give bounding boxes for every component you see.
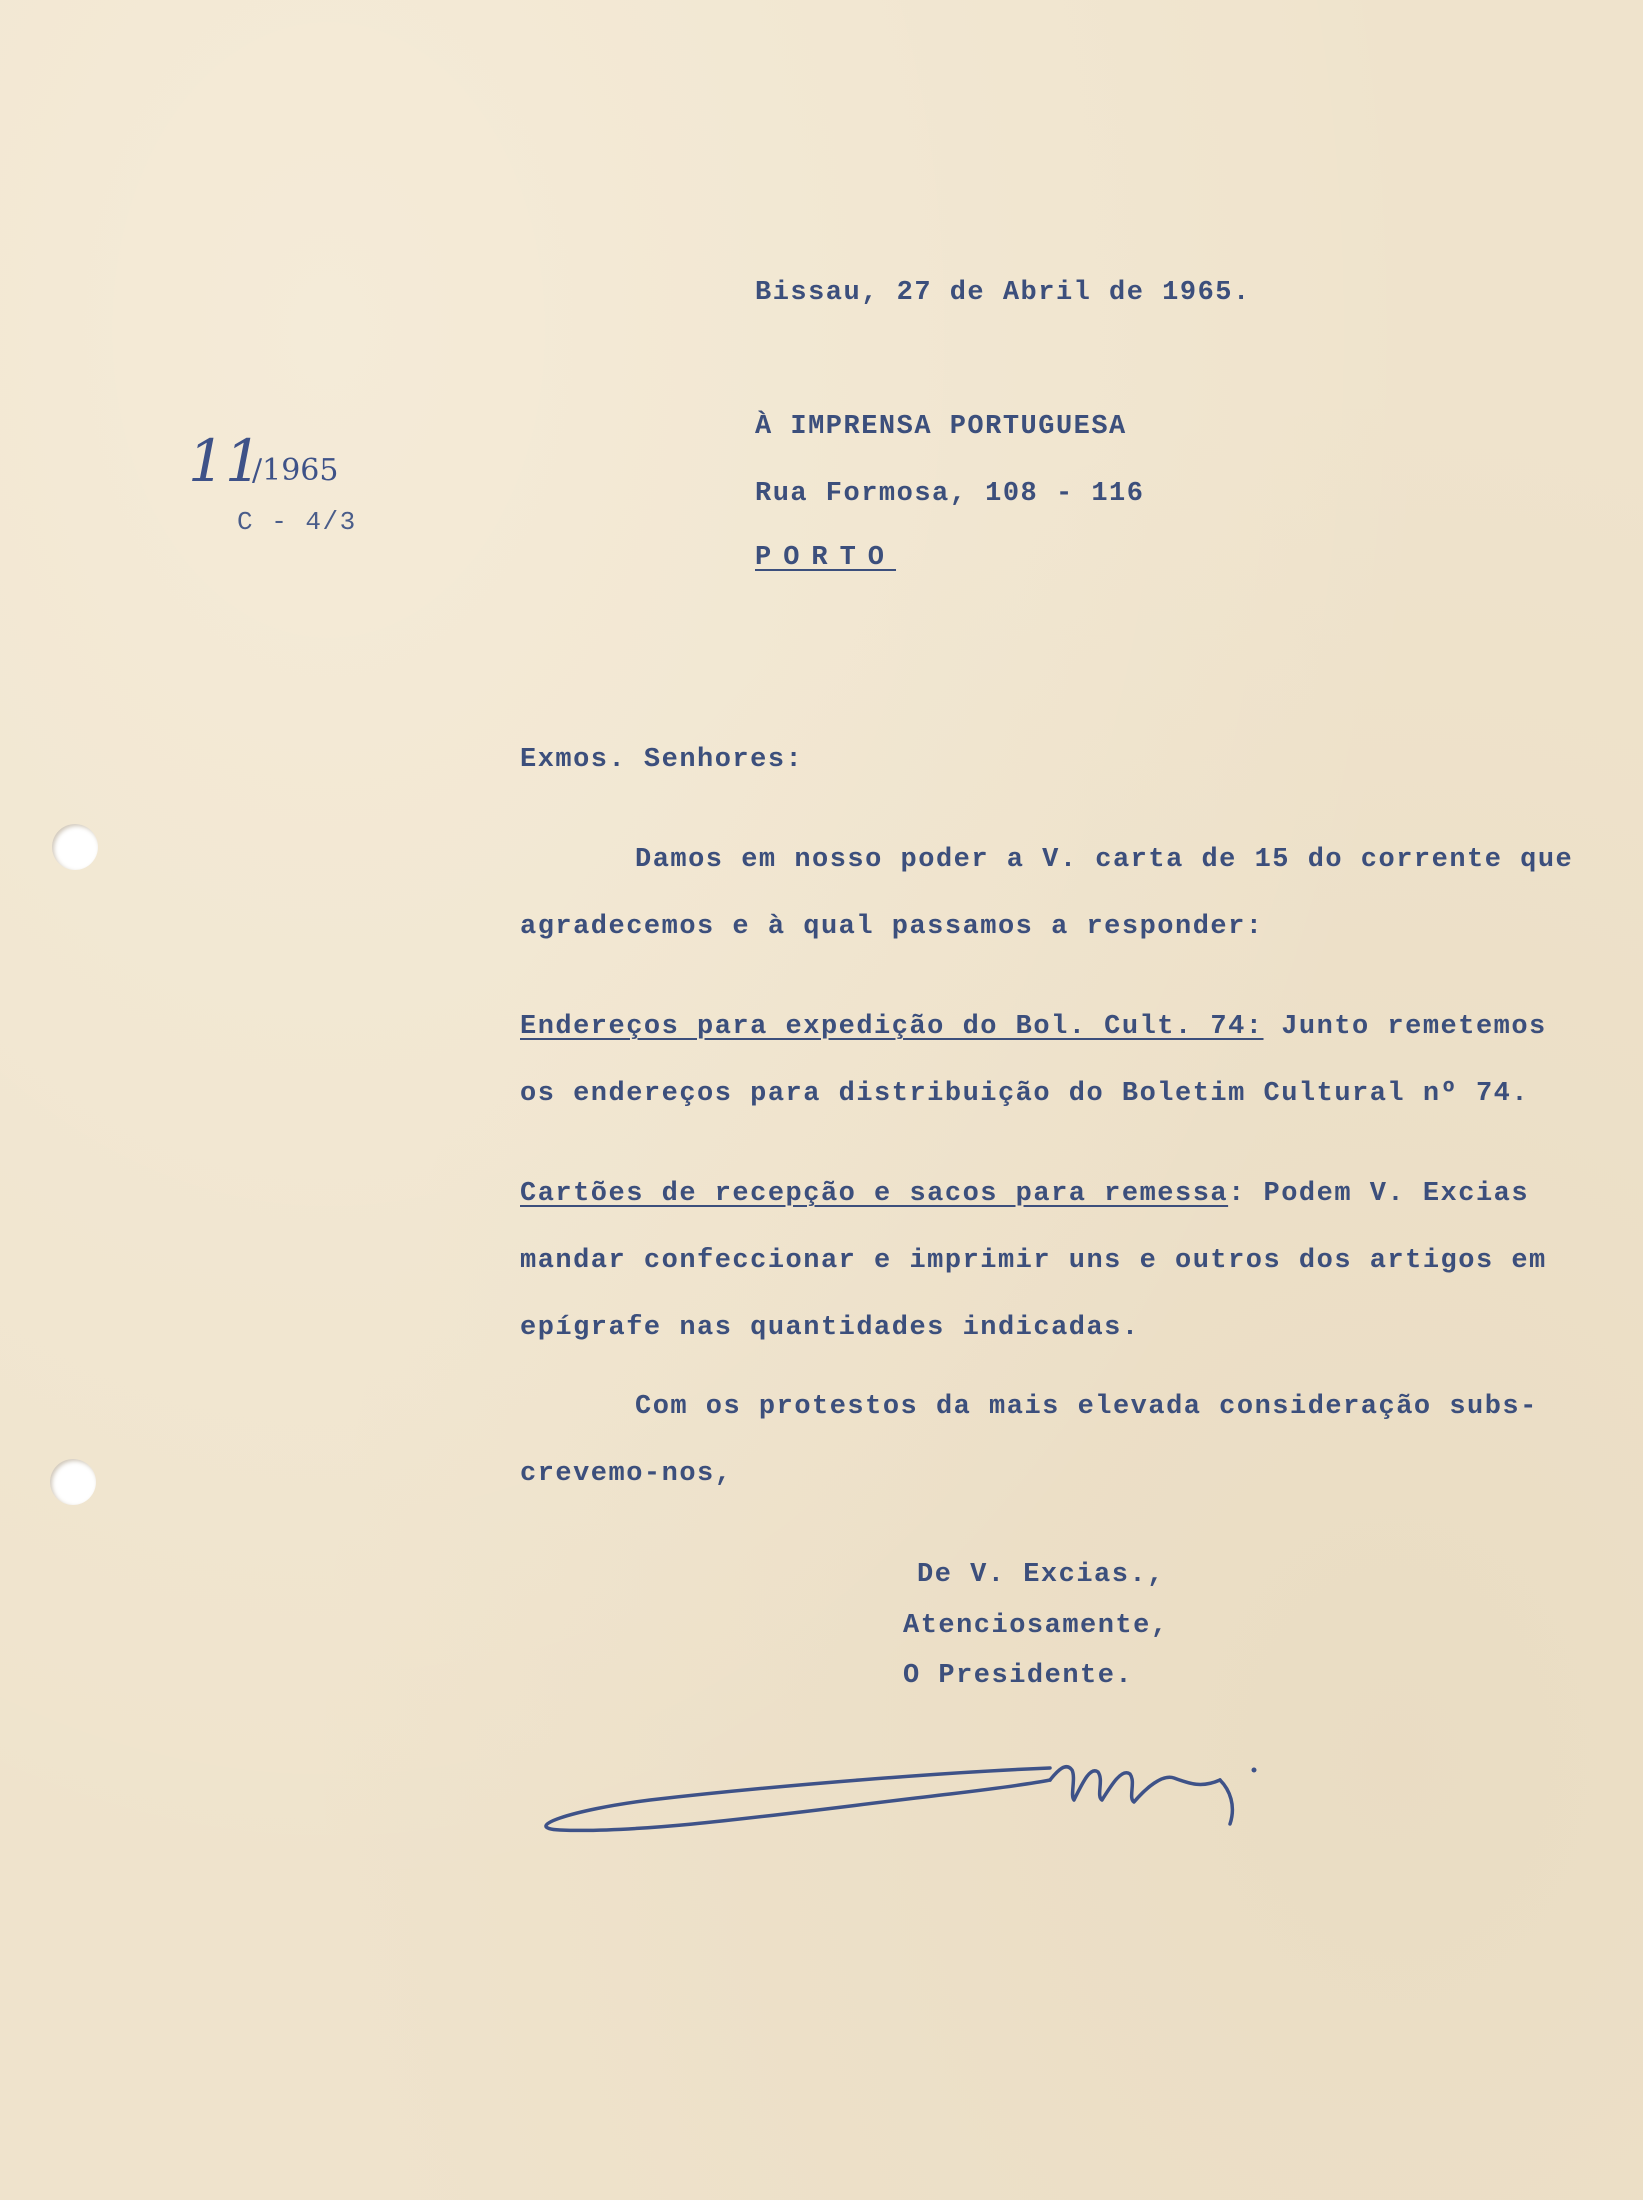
paragraph-2-heading: Endereços para expedição do Bol. Cult. 74: [520,1012,1264,1042]
reference-year: /1965 [252,453,339,488]
paragraph-2-line-2: os endereços para distribuição do Boletim Cultural nº 74. [520,1079,1530,1109]
paragraph-3-line-3: epígrafe nas quantidades indicadas. [520,1313,1140,1343]
recipient-street: Rua Formosa, 108 - 116 [755,479,1145,509]
paragraph-2-text: Junto remetemos [1263,1012,1547,1042]
paragraph-1-line-2: agradecemos e à qual passamos a responder: [520,912,1264,942]
paragraph-3-line-2: mandar confeccionar e imprimir uns e outros dos artigos em [520,1246,1547,1276]
paragraph-1-line-1: Damos em nosso poder a V. carta de 15 do corrente que [635,845,1574,875]
reference-code: C - 4/3 [237,507,357,537]
closing-line-1: De V. Excias., [917,1560,1165,1590]
reference-number: 11 [188,427,262,495]
closing-line-3: O Presidente. [903,1661,1134,1691]
paragraph-3-line-1 [520,1181,1529,1208]
recipient-name: À IMPRENSA PORTUGUESA [755,412,1127,442]
signature [530,1740,1370,1850]
paragraph-3-heading: Cartões de recepção e sacos para remessa [520,1179,1229,1209]
paragraph-4-line-2: crevemo-nos, [520,1459,733,1489]
paragraph-2-line-1 [520,1014,1547,1041]
salutation: Exmos. Senhores: [520,745,804,775]
paragraph-4-line-1: Com os protestos da mais elevada consideração subs- [635,1392,1538,1422]
date-line: Bissau, 27 de Abril de 1965. [755,278,1251,308]
punch-hole-bottom [50,1459,96,1505]
recipient-city: PORTO [755,543,897,573]
punch-hole-top [52,824,98,870]
closing-line-2: Atenciosamente, [903,1611,1169,1641]
paragraph-3-text: : Podem V. Excias [1228,1179,1530,1209]
